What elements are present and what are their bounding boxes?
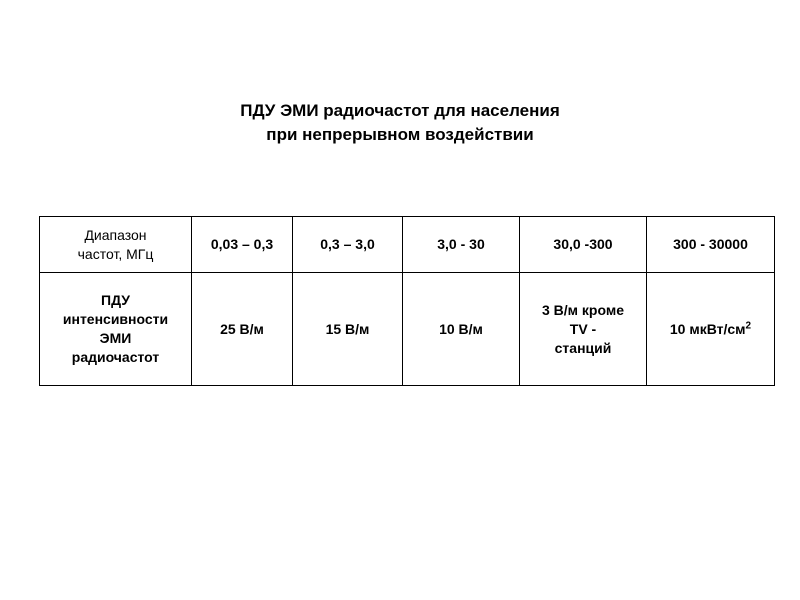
cell-line: TV - [569,320,597,337]
power-density-value: 10 мкВт/см [669,320,746,337]
cell-line: станций [554,339,612,356]
table-cell: 10 В/м [403,273,520,386]
table-cell-tv-exception [520,273,647,386]
table-row-limits [40,273,775,386]
title-line-2: при непрерывном воздействии [266,125,534,144]
cell-line: 3 В/м кроме [542,301,624,318]
row-header-line: Диапазон [84,226,147,243]
pdu-table [39,216,775,386]
table-row-frequency [40,217,775,273]
table-cell: 15 В/м [293,273,403,386]
row-header-line: ПДУ [101,292,130,308]
table-cell: 25 В/м [192,273,293,386]
table-cell: 30,0 -300 [520,217,647,273]
title-line-1: ПДУ ЭМИ радиочастот для населения [240,101,560,120]
row-header-line: частот, МГц [77,245,154,262]
power-density-exponent: 2 [745,319,752,331]
table-cell: 3,0 - 30 [403,217,520,273]
row-header-pdu [40,273,192,386]
table-cell-power-density [647,273,775,386]
row-header-line: ЭМИ [99,330,132,346]
table-cell: 0,3 – 3,0 [293,217,403,273]
row-header-line: интенсивности [62,311,169,327]
table-cell: 0,03 – 0,3 [192,217,293,273]
row-header-line: радиочастот [71,349,160,365]
table-cell: 300 - 30000 [647,217,775,273]
row-header-frequency-range [40,217,192,273]
page-title [0,99,800,147]
